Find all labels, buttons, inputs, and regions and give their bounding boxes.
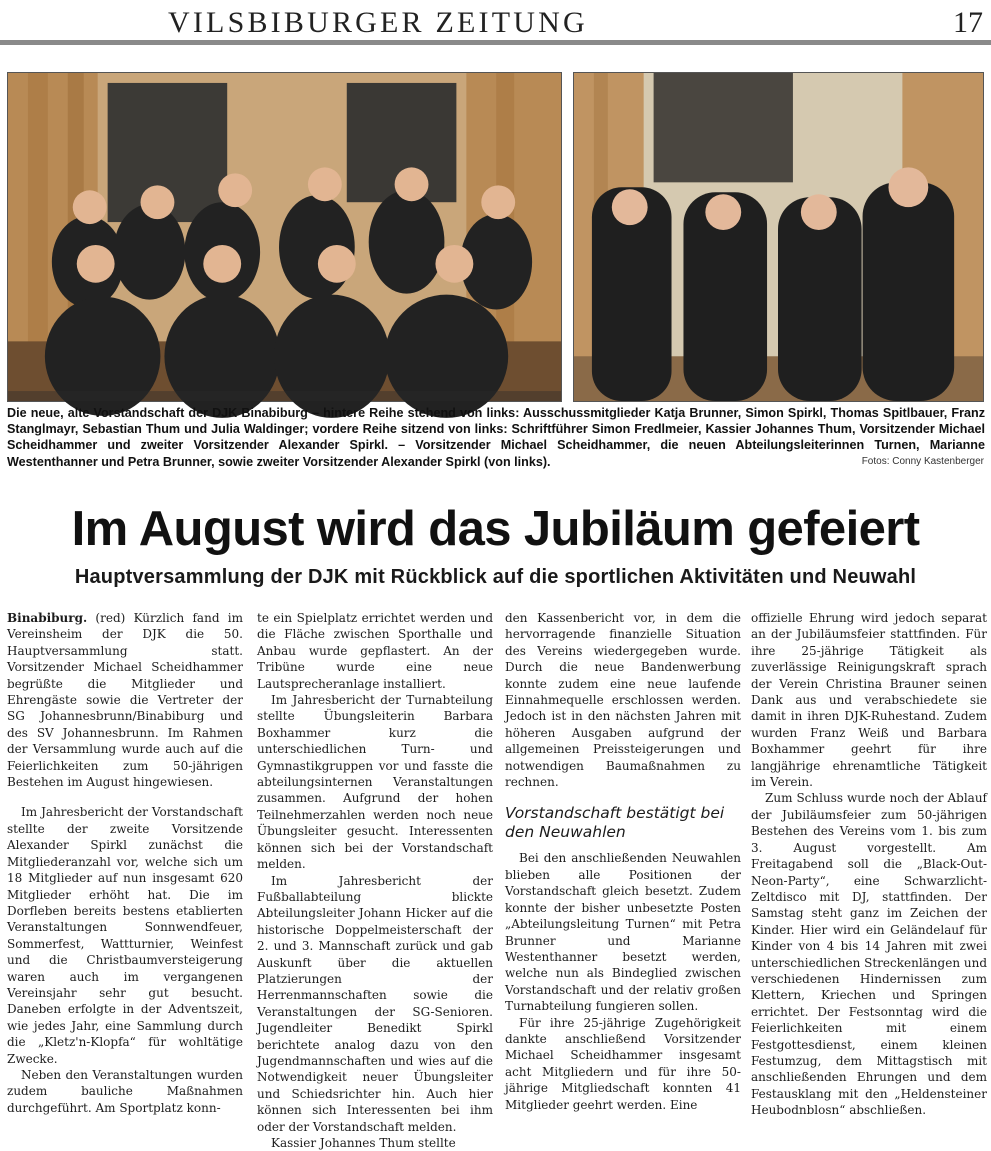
article-paragraph: te ein Spielplatz errichtet werden und die Fläche zwischen Sporthalle und Anbau wurde gepflastert. An der Tribüne wurde eine neue Lautsprecheranlage installiert. [257,611,493,691]
group-photo-image [8,73,561,401]
article-paragraph: Im Jahresbericht der Vorstandschaft stellte der zweite Vorsitzende Alexander Spirkl zunächst die Mitgliederanzahl vor, welche sich um 18 Mitglieder auf nun insgesamt 620 Mitglieder erhöht hat. Die im Dorfleben bereits bestens etablierten Veranstaltungen Sonnwendfeuer, Sommerfest, Wattturnier, Weinfest und die Christbaumversteigerung waren auch im vergangenen Vereinsjahr sehr gut besucht. Daneben erfolgte in der Adventszeit, wie jedes Jahr, eine Sammlung durch die „Kletz'n-Klopfa“ für wohltätige Zwecke. [7,805,243,1066]
subheadline: Hauptversammlung der DJK mit Rückblick auf die sportlichen Aktivitäten und Neuwahl [74,566,917,588]
intertitle: Vorstandschaft bestätigt bei den Neuwahlen [505,804,725,842]
newspaper-name: VILSBIBURGER ZEITUNG [168,6,588,39]
masthead [0,0,991,46]
article-paragraph: Im Jahresbericht der Turnabteilung stellte Übungsleiterin Barbara Boxhammer kurz die unterschiedlichen Turn- und Gymnastikgruppen vor und fasste die abteilungsinternen Veranstaltungen zusammen. Aufgrund der hohen Teilnehmerzahlen werden noch neue Übungsleiter gesucht. Interessenten können sich bei der Vorstandschaft melden. [257,693,493,872]
dateline: Binabiburg. [7,611,88,625]
paragraph-text: (red) Kürzlich fand im Vereinsheim der DJK die 50. Hauptversammlung statt. Vorsitzender Michael Scheidhammer begrüßte die Mitglieder und Ehrengäste sowie die Vertreter der SG Johannesbrunn/Binabiburg und des SV Johannesbrunn. Im Rahmen der Versammlung wurde auch auf die Feierlichkeiten zum 50-jährigen Bestehen im August hingewiesen. [7,611,243,790]
article-column-1 [7,610,243,1113]
photo-caption: Die neue, alte Vorstandschaft der DJK Binabiburg – hintere Reihe stehend von links: Ausschussmitglieder Katja Brunner, Simon Spirkl, Thomas Spitlbauer, Franz Stanglmayr, Sebastian Thum und Julia Waldinger; vordere Reihe sitzend von links: Schriftführer Simon Fredlmeier, Kassier Johannes Thum, Vorsitzender Michael Scheidhammer und zweiter Vorsitzender Alexander Spirkl. – Vorsitzender Michael Scheidhammer, die neuen Abteilungsleiterinnen Turnen, Marianne Westenthanner und Petra Brunner, sowie zweiter Vorsitzender Alexander Spirkl (von links). [7,406,985,469]
article-paragraph: den Kassenbericht vor, in dem die hervorragende finanzielle Situation des Vereins wiedergegeben wurde. Durch die neue Bandenwerbung konnte zudem eine neue laufende Einnahmequelle erschlossen werden. Jedoch ist in den nächsten Jahren mit höheren Ausgaben aufgrund der allgemeinen Preissteigerungen und notwendigen Baumaßnahmen zu rechnen. [505,611,741,790]
article-column-4 [751,610,988,1118]
group-photo [7,72,562,402]
board-photo-image [574,73,983,401]
page-number: 17 [953,6,983,39]
masthead-rule [0,40,991,45]
article-paragraph: Für ihre 25-jährige Zugehörigkeit dankte anschließend Vorsitzender Michael Scheidhammer insgesamt acht Mitgliedern und für ihre 50-jährige Mitgliedschaft konnten 41 Mitglieder geehrt werden. Eine [505,1015,741,1112]
article-paragraph: offizielle Ehrung wird jedoch separat an der Jubiläumsfeier stattfinden. Für ihre 25-jährige Tätigkeit als zuverlässige Reinigungskraft sprach der Verein Christina Brauner seinen Dank aus und verabschiedete sie damit in ihren DJK-Ruhestand. Zudem wurden Franz Weiß und Barbara Boxhammer geehrt für ihre langjährige ehrenamtliche Tätigkeit im Verein. [751,611,987,790]
article-paragraph: Neben den Veranstaltungen wurden zudem bauliche Maßnahmen durchgeführt. Am Sportplatz konn- [7,1067,243,1115]
board-photo [573,72,984,402]
article-column-2 [257,610,493,1150]
article-paragraph: Kassier Johannes Thum stellte [271,1136,456,1150]
article-paragraph: Bei den anschließenden Neuwahlen blieben alle Positionen der Vorstandschaft gleich besetzt. Zudem konnte der bisher unbesetzte Posten „Abteilungsleitung Turnen“ mit Petra Brunner und Marianne Westenthanner besetzt werden, welche nun als Bindeglied zwischen Vorstandschaft und der relativ großen Turnabteilung fungieren sollen. [505,851,741,1014]
headline: Im August wird das Jubiläum gefeiert [71,502,920,556]
article-paragraph: Zum Schluss wurde noch der Ablauf der Jubiläumsfeier zum 50-jährigen Bestehen des Vereins vom 1. bis zum 3. August vorgestellt. Am Freitagabend soll die „Black-Out-Neon-Party“, eine Schwarzlicht-Zeltdisco mit DJ, stattfinden. Der Samstag steht ganz im Zeichen der Kinder. Hier wird ein Geländelauf für Kinder von 4 bis 14 Jahren mit zwei unterschiedlichen Streckenlängen und verschiedenen Hindernissen zum Klettern, Kriechen und Springen errichtet. Der Festsonntag wird die Feierlichkeiten mit einem Festgottesdienst, einem kleinen Festumzug, dem Mittagstisch mit anschließenden Ehrungen und dem Festausklang mit den „Heldensteiner Heubodnblosn“ abschließen. [751,791,988,1118]
article-column-3 [505,610,741,1113]
article-paragraph: Im Jahresbericht der Fußballabteilung blickte Abteilungsleiter Johann Hicker auf die historische Doppelmeisterschaft der 2. und 3. Mannschaft zurück und gab Auskunft über die aktuellen Platzierungen der Herrenmannschaften sowie die Veranstaltungen der SG-Senioren. Jugendleiter Benedikt Spirkl berichtete analog dazu von den Jugendmannschaften und wies auf die Notwendigkeit neuer Übungsleiter und Schiedsrichter hin. Auch hier können sich Interessenten bei ihm oder der Vorstandschaft melden. [257,873,493,1134]
article-paragraph [7,610,243,790]
photo-credit: Fotos: Conny Kastenberger [861,456,984,467]
